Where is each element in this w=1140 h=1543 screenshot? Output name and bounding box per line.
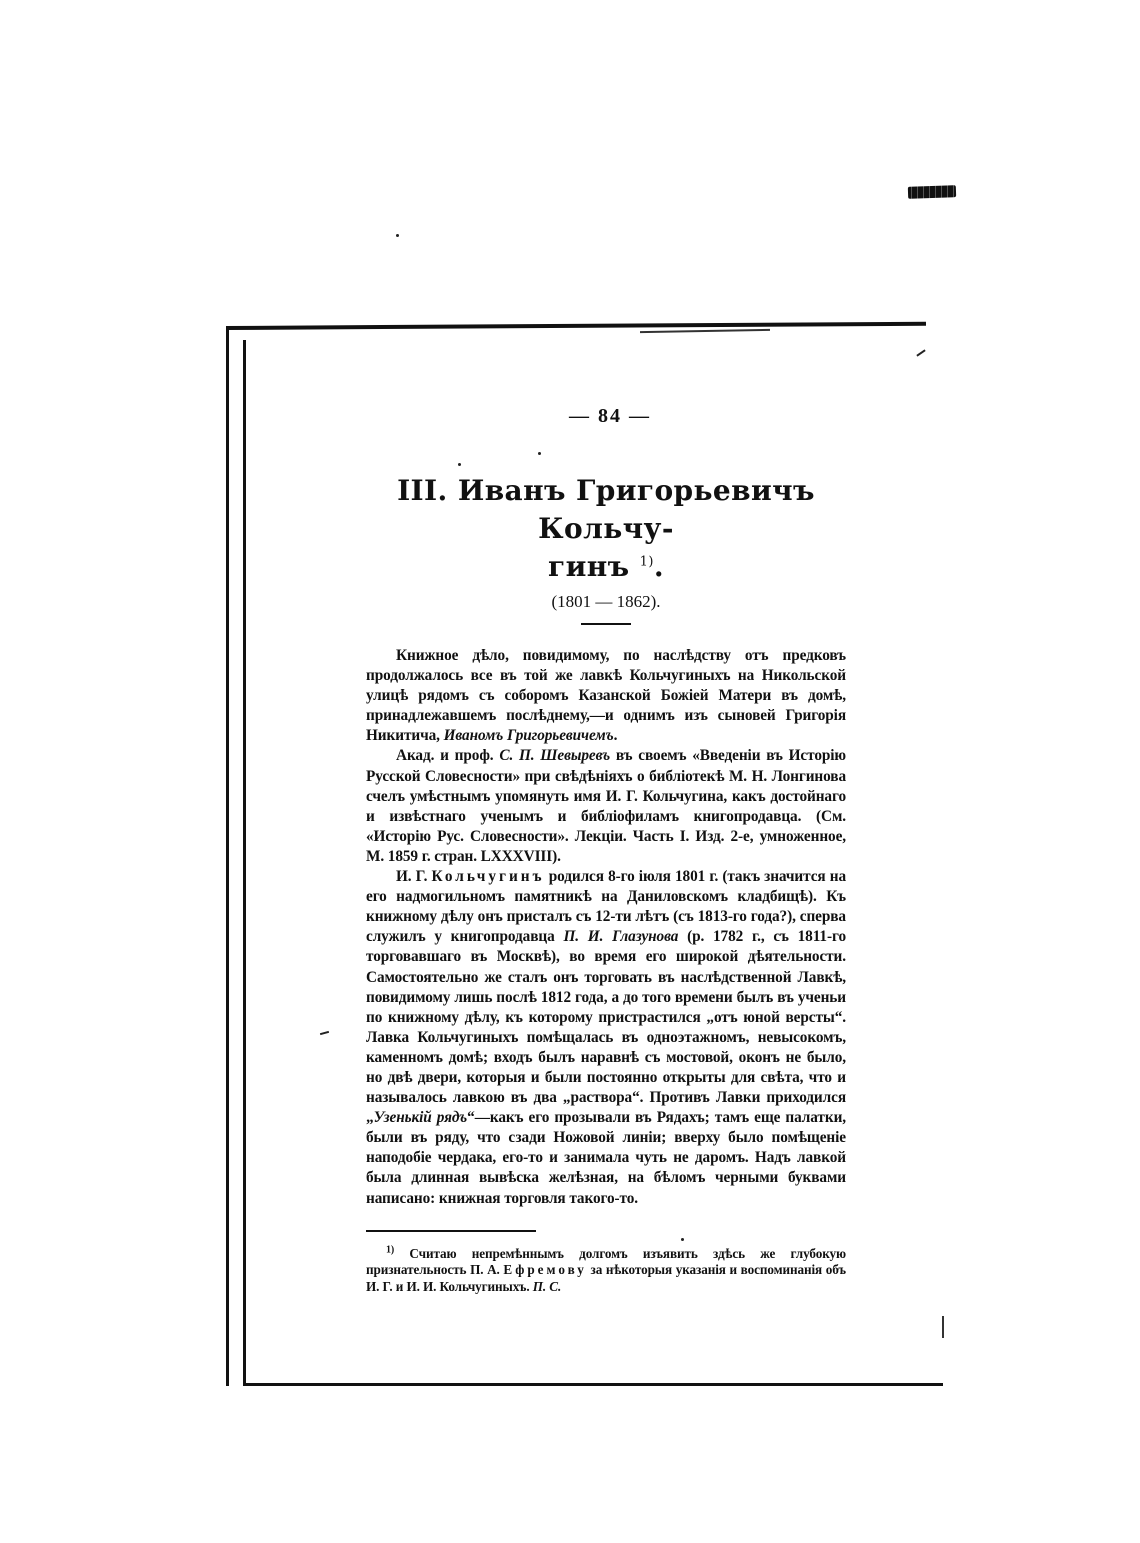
paragraph-3-italic-row: Узенькій рядъ xyxy=(373,1109,468,1127)
paragraph-2 xyxy=(366,746,846,867)
paragraph-1-end: . xyxy=(613,727,618,745)
page-frame-bottom xyxy=(243,1383,943,1386)
paragraph-3 xyxy=(366,867,846,1209)
footnote-ref: 1) xyxy=(386,1244,395,1256)
page-frame-right-tick xyxy=(942,1316,944,1338)
paragraph-1-text: Книжное дѣло, повидимому, по наслѣдству отъ предковъ продолжалось все въ той же лавкѣ Кольчугиныхъ на Никольской улицѣ рядомъ съ соборомъ Казанской Божіей Матери въ домѣ, принадлежавшемъ послѣднему,—и однимъ изъ сыновей Григорія Никитича, xyxy=(366,647,846,745)
footnote-signature: П. С. xyxy=(532,1278,562,1294)
margin-tick-mark xyxy=(320,1031,329,1035)
paragraph-2-italic-name: С. П. Шевыревъ xyxy=(499,747,611,765)
heading-footnote-ref[interactable]: 1) xyxy=(639,554,654,570)
paragraph-3-text-b: (р. 1782 г., съ 1811-го торговавшаго въ Москвѣ), во время его широкой дѣятельности. Самостоятельно же сталъ онъ торговать въ наслѣдственной Лавкѣ, повидимому лишь послѣ 1812 года, а до того времени былъ въ ученьи по книжному дѣлу, къ которому пристрастился „отъ юной версты“. Лавка Кольчугиныхъ помѣщалась въ одноэтажномъ, невысокомъ, каменномъ домѣ; входъ былъ наравнѣ съ мостовой, оконъ не было, но двѣ двери, которыя и были постоянно открыты для свѣта, что и называлось лавкою въ два „раствора“. Противъ Лавки приходился „ xyxy=(366,928,846,1127)
life-dates: (1801 — 1862). xyxy=(551,592,661,611)
page-frame-left-outer xyxy=(226,330,229,1386)
page-content xyxy=(366,405,846,1295)
page-frame-left-inner xyxy=(243,340,246,1386)
paragraph-3-spaced-name: Кольчугинъ xyxy=(431,868,545,886)
paragraph-2-text: въ своемъ «Введеніи въ Исторію Русской Словесности» при свѣдѣніяхъ о библіотекѣ М. Н. Лонгинова счелъ умѣстнымъ упомянуть имя И. Г. Кольчугина, какъ достойнаго и извѣстнаго ученымъ и библіофиламъ книгопродавца. (См. «Исторію Рус. Словесности». Лекціи. Часть I. Изд. 2-е, умноженное, М. 1859 г. стран. LXXXVIII). xyxy=(366,747,847,865)
footnote-rule xyxy=(366,1230,536,1232)
margin-tick-mark xyxy=(916,349,925,356)
paragraph-3-italic-name: П. И. Глазунова xyxy=(563,928,679,946)
chapter-heading-line1: III. Иванъ Григорьевичъ Кольчу- xyxy=(397,474,815,545)
paragraph-1 xyxy=(366,646,846,746)
chapter-heading-line2: гинъ xyxy=(548,550,640,583)
page-frame-top xyxy=(226,322,926,330)
chapter-heading xyxy=(366,472,846,586)
page-frame-top-overlay xyxy=(640,329,770,333)
paragraph-2-lead: Акад. и проф. xyxy=(396,747,500,765)
paragraph-3-text-c: “—какъ его прозывали въ Рядахъ; тамъ еще палатки, были въ ряду, что сзади Ножовой линіи; вверху было помѣщеніе наподобіе чердака, его-то и занимала чуть не даромъ. Надъ лавкой была длинная вывѣска желѣзная, на бѣломъ черными буквами написано: книжная торговля такого-то. xyxy=(366,1109,847,1207)
footnote-text-b: за нѣкоторыя указанія и воспоминанія объ И. Г. и И. И. Кольчугиныхъ. xyxy=(366,1262,846,1294)
heading-end-punct: . xyxy=(653,550,664,583)
scan-speck xyxy=(396,234,399,237)
page-number: — 84 — xyxy=(569,405,651,427)
corner-stamp-mark xyxy=(908,185,956,199)
paragraph-3-text-a: родился 8-го іюля 1801 г. (такъ значится на его надмогильномъ памятникѣ на Даниловскомъ кладбищѣ). Къ книжному дѣлу онъ присталъ съ 12-ти лѣтъ (съ 1813-го года?), сперва служилъ у книгопродавца xyxy=(366,868,846,946)
footnote xyxy=(366,1246,846,1296)
paragraph-3-lead: И. Г. xyxy=(396,868,432,886)
footnote-text-a: Считаю непремѣннымъ долгомъ изъявить здѣсь же глубокую признательность П. А. xyxy=(366,1245,846,1278)
paragraph-1-italic-name: Иваномъ Григорьевичемъ xyxy=(443,727,614,745)
footnote-spaced-name: Ефремову xyxy=(503,1262,587,1278)
title-rule xyxy=(581,623,631,625)
